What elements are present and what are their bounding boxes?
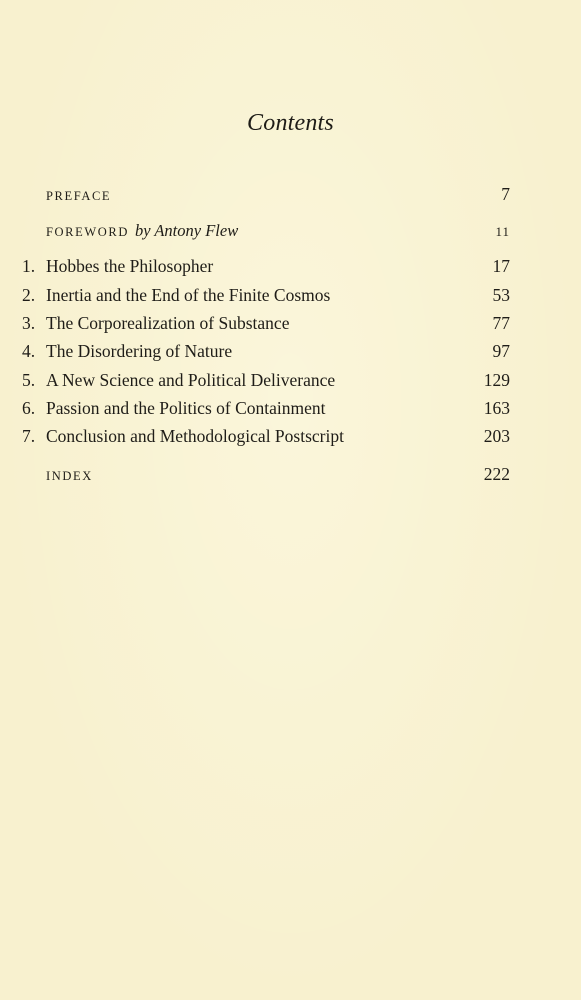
toc-entry-chapter [22,313,510,341]
entry-page: 97 [492,341,510,361]
entry-page: 7 [501,184,510,204]
chapter-number: 3. [22,313,36,333]
toc-entry-chapter [22,256,510,284]
entry-label: FOREWORD [46,225,129,239]
toc-entry-chapter [22,341,510,369]
entry-page: 222 [483,464,510,484]
entry-author: by Antony Flew [134,221,239,240]
entry-page: 11 [495,224,510,239]
chapter-number: 1. [22,256,36,276]
chapter-number: 7. [22,426,36,446]
entry-page: 203 [483,426,510,446]
chapter-number: 6. [22,398,36,418]
toc-entry-chapter [22,285,510,313]
toc-entry-chapter [22,398,510,426]
chapter-number: 2. [22,285,36,305]
entry-label-group [46,220,470,241]
chapter-title: The Disordering of Nature [46,341,233,361]
toc-entry-foreword [46,220,510,248]
toc-entry-chapter [22,426,510,454]
chapter-number: 4. [22,341,36,361]
chapter-title: Passion and the Politics of Containment [46,398,326,418]
toc-entry-preface [46,184,510,212]
entry-page: 17 [492,256,510,276]
chapter-title: The Corporealization of Substance [46,313,290,333]
toc-entry-chapter [22,370,510,398]
entry-label: PREFACE [46,189,112,203]
chapter-title: Hobbes the Philosopher [46,256,214,276]
chapter-title: Conclusion and Methodological Postscript [46,426,344,446]
page-title: Contents [247,110,334,136]
entry-label: INDEX [46,469,93,483]
entry-page: 53 [492,285,510,305]
entry-page: 129 [483,370,510,390]
toc-entry-index [46,464,510,492]
chapter-number: 5. [22,370,36,390]
chapter-title: A New Science and Political Deliverance [46,370,336,390]
entry-page: 163 [483,398,510,418]
chapter-title: Inertia and the End of the Finite Cosmos [46,285,331,305]
entry-page: 77 [492,313,510,333]
